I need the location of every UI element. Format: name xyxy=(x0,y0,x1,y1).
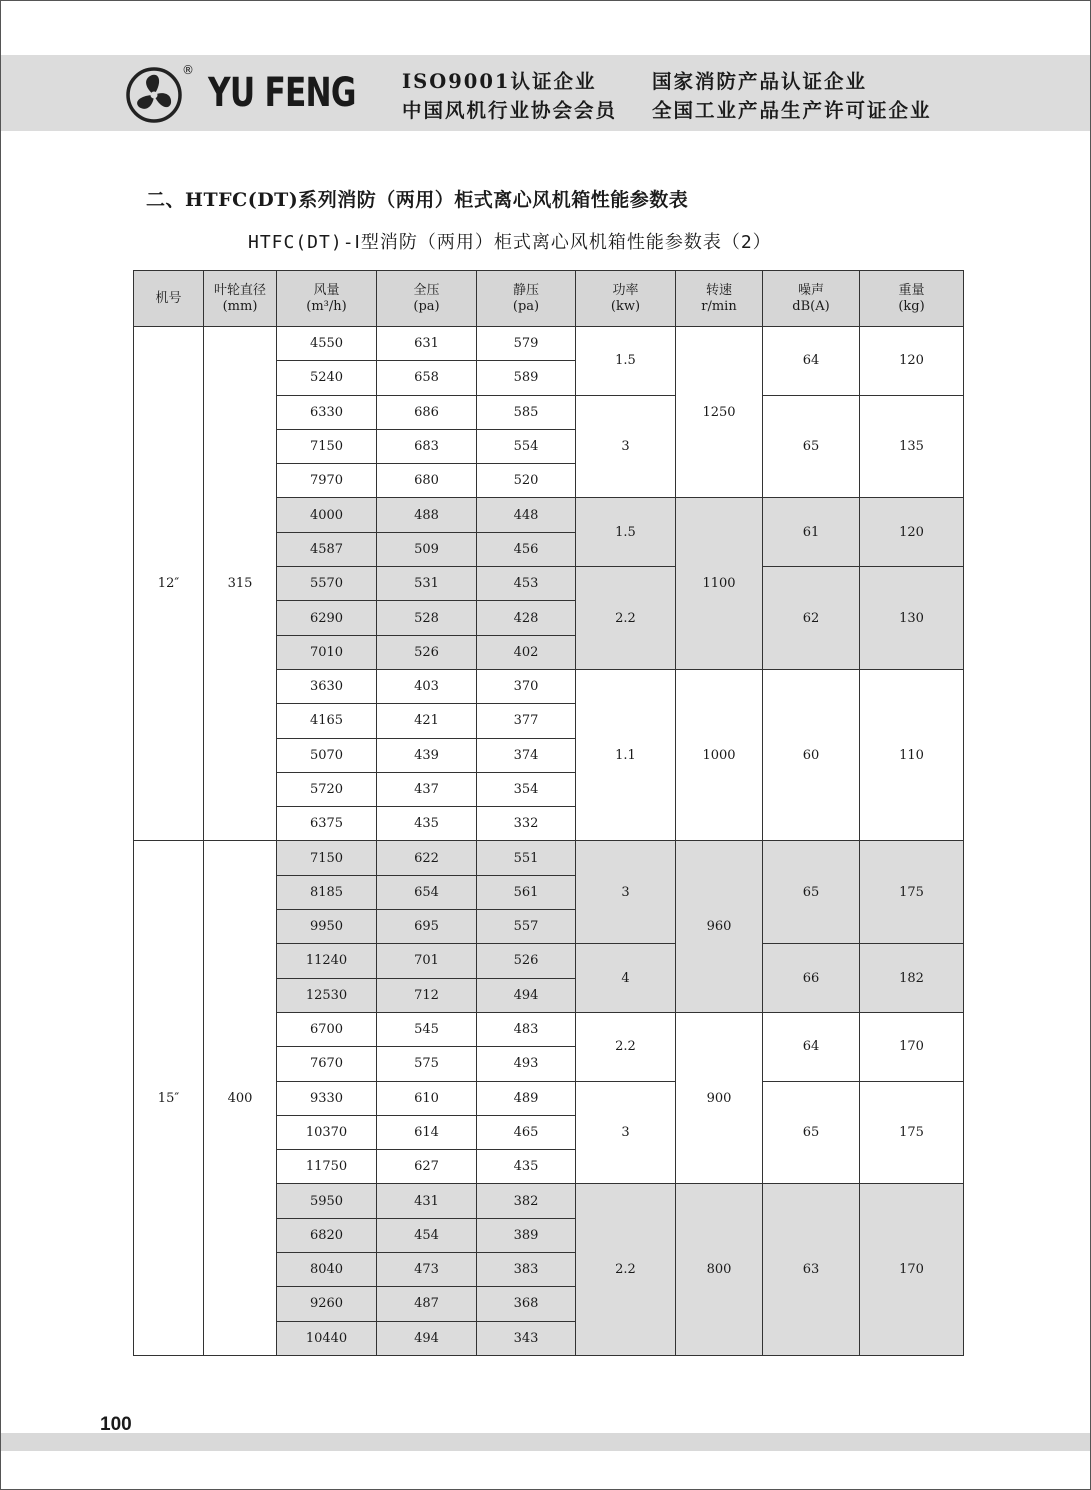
power-cell: 3 xyxy=(576,395,676,498)
noise-cell: 62 xyxy=(763,567,860,670)
airflow-cell: 9950 xyxy=(277,910,377,944)
static-pressure-cell: 377 xyxy=(477,704,576,738)
total-pressure-cell: 654 xyxy=(377,875,477,909)
cert-fire: 国家消防产品认证企业 xyxy=(652,70,868,93)
column-header-label: 机号 xyxy=(155,290,182,306)
column-header-label: 转速 xyxy=(705,282,732,298)
noise-cell: 66 xyxy=(763,944,860,1013)
airflow-cell: 7970 xyxy=(277,464,377,498)
noise-cell: 63 xyxy=(763,1184,860,1355)
table-row xyxy=(134,327,964,361)
static-pressure-cell: 448 xyxy=(477,498,576,532)
total-pressure-cell: 531 xyxy=(377,567,477,601)
static-pressure-cell: 520 xyxy=(477,464,576,498)
static-pressure-cell: 343 xyxy=(477,1321,576,1355)
weight-cell: 170 xyxy=(860,1012,964,1081)
column-header xyxy=(277,271,377,327)
noise-cell: 61 xyxy=(763,498,860,567)
static-pressure-cell: 374 xyxy=(477,738,576,772)
static-pressure-cell: 526 xyxy=(477,944,576,978)
total-pressure-cell: 494 xyxy=(377,1321,477,1355)
static-pressure-cell: 435 xyxy=(477,1150,576,1184)
power-cell: 2.2 xyxy=(576,1184,676,1355)
weight-cell: 120 xyxy=(860,498,964,567)
airflow-cell: 11240 xyxy=(277,944,377,978)
static-pressure-cell: 551 xyxy=(477,841,576,875)
airflow-cell: 7010 xyxy=(277,635,377,669)
airflow-cell: 10370 xyxy=(277,1115,377,1149)
airflow-cell: 5240 xyxy=(277,361,377,395)
total-pressure-cell: 488 xyxy=(377,498,477,532)
total-pressure-cell: 487 xyxy=(377,1287,477,1321)
power-cell: 2.2 xyxy=(576,1012,676,1081)
total-pressure-cell: 631 xyxy=(377,327,477,361)
noise-cell: 65 xyxy=(763,1081,860,1184)
airflow-cell: 4550 xyxy=(277,327,377,361)
airflow-cell: 7150 xyxy=(277,429,377,463)
static-pressure-cell: 382 xyxy=(477,1184,576,1218)
performance-table xyxy=(133,270,964,1356)
total-pressure-cell: 695 xyxy=(377,910,477,944)
static-pressure-cell: 354 xyxy=(477,772,576,806)
total-pressure-cell: 454 xyxy=(377,1218,477,1252)
column-header xyxy=(477,271,576,327)
column-header xyxy=(676,271,763,327)
brand-name: YU FENG xyxy=(208,70,356,116)
static-pressure-cell: 585 xyxy=(477,395,576,429)
power-cell: 3 xyxy=(576,841,676,944)
total-pressure-cell: 437 xyxy=(377,772,477,806)
total-pressure-cell: 575 xyxy=(377,1047,477,1081)
weight-cell: 135 xyxy=(860,395,964,498)
static-pressure-cell: 579 xyxy=(477,327,576,361)
total-pressure-cell: 473 xyxy=(377,1253,477,1287)
impeller-diameter-cell: 400 xyxy=(204,841,277,1355)
static-pressure-cell: 489 xyxy=(477,1081,576,1115)
total-pressure-cell: 701 xyxy=(377,944,477,978)
cert-association: 中国风机行业协会会员 xyxy=(402,99,618,122)
machine-number-cell: 12″ xyxy=(134,327,204,841)
registered-mark: ® xyxy=(182,63,194,77)
table-header-row xyxy=(134,271,964,327)
static-pressure-cell: 589 xyxy=(477,361,576,395)
column-header-label: 静压 xyxy=(512,282,539,298)
column-header xyxy=(377,271,477,327)
total-pressure-cell: 421 xyxy=(377,704,477,738)
airflow-cell: 6700 xyxy=(277,1012,377,1046)
static-pressure-cell: 370 xyxy=(477,669,576,703)
total-pressure-cell: 622 xyxy=(377,841,477,875)
column-header xyxy=(134,271,204,327)
speed-cell: 1000 xyxy=(676,669,763,840)
column-header-unit: (mm) xyxy=(222,298,258,314)
weight-cell: 120 xyxy=(860,327,964,396)
static-pressure-cell: 389 xyxy=(477,1218,576,1252)
power-cell: 1.5 xyxy=(576,327,676,396)
airflow-cell: 11750 xyxy=(277,1150,377,1184)
speed-cell: 900 xyxy=(676,1012,763,1183)
static-pressure-cell: 483 xyxy=(477,1012,576,1046)
table-title: HTFC(DT)-Ⅰ型消防（两用）柜式离心风机箱性能参数表（2） xyxy=(248,232,772,253)
weight-cell: 175 xyxy=(860,1081,964,1184)
column-header-unit: (pa) xyxy=(413,298,440,314)
airflow-cell: 6820 xyxy=(277,1218,377,1252)
static-pressure-cell: 557 xyxy=(477,910,576,944)
noise-cell: 64 xyxy=(763,1012,860,1081)
airflow-cell: 4587 xyxy=(277,532,377,566)
airflow-cell: 6330 xyxy=(277,395,377,429)
total-pressure-cell: 526 xyxy=(377,635,477,669)
column-header xyxy=(763,271,860,327)
column-header xyxy=(576,271,676,327)
column-header-unit: (kg) xyxy=(898,298,925,314)
impeller-diameter-cell: 315 xyxy=(204,327,277,841)
airflow-cell: 4000 xyxy=(277,498,377,532)
static-pressure-cell: 465 xyxy=(477,1115,576,1149)
total-pressure-cell: 614 xyxy=(377,1115,477,1149)
total-pressure-cell: 545 xyxy=(377,1012,477,1046)
weight-cell: 130 xyxy=(860,567,964,670)
speed-cell: 800 xyxy=(676,1184,763,1355)
column-header-unit: (m³/h) xyxy=(306,298,347,314)
total-pressure-cell: 712 xyxy=(377,978,477,1012)
machine-number-cell: 15″ xyxy=(134,841,204,1355)
total-pressure-cell: 403 xyxy=(377,669,477,703)
column-header-label: 噪声 xyxy=(797,282,824,298)
static-pressure-cell: 368 xyxy=(477,1287,576,1321)
airflow-cell: 5570 xyxy=(277,567,377,601)
speed-cell: 960 xyxy=(676,841,763,1012)
fan-logo-icon xyxy=(126,67,182,123)
column-header-unit: (pa) xyxy=(512,298,540,314)
static-pressure-cell: 494 xyxy=(477,978,576,1012)
static-pressure-cell: 456 xyxy=(477,532,576,566)
total-pressure-cell: 509 xyxy=(377,532,477,566)
static-pressure-cell: 332 xyxy=(477,807,576,841)
column-header-label: 重量 xyxy=(898,282,925,298)
airflow-cell: 9330 xyxy=(277,1081,377,1115)
weight-cell: 182 xyxy=(860,944,964,1013)
column-header-label: 叶轮直径 xyxy=(213,282,266,298)
total-pressure-cell: 528 xyxy=(377,601,477,635)
total-pressure-cell: 435 xyxy=(377,807,477,841)
airflow-cell: 10440 xyxy=(277,1321,377,1355)
total-pressure-cell: 658 xyxy=(377,361,477,395)
airflow-cell: 9260 xyxy=(277,1287,377,1321)
weight-cell: 110 xyxy=(860,669,964,840)
airflow-cell: 4165 xyxy=(277,704,377,738)
airflow-cell: 5950 xyxy=(277,1184,377,1218)
power-cell: 3 xyxy=(576,1081,676,1184)
total-pressure-cell: 439 xyxy=(377,738,477,772)
static-pressure-cell: 453 xyxy=(477,567,576,601)
static-pressure-cell: 493 xyxy=(477,1047,576,1081)
static-pressure-cell: 561 xyxy=(477,875,576,909)
total-pressure-cell: 683 xyxy=(377,429,477,463)
page-number: 100 xyxy=(100,1414,132,1435)
static-pressure-cell: 428 xyxy=(477,601,576,635)
total-pressure-cell: 431 xyxy=(377,1184,477,1218)
column-header-label: 全压 xyxy=(413,282,440,298)
airflow-cell: 12530 xyxy=(277,978,377,1012)
airflow-cell: 5070 xyxy=(277,738,377,772)
footer-bar xyxy=(1,1433,1090,1451)
cert-license: 全国工业产品生产许可证企业 xyxy=(652,99,932,122)
noise-cell: 65 xyxy=(763,841,860,944)
airflow-cell: 6375 xyxy=(277,807,377,841)
speed-cell: 1100 xyxy=(676,498,763,669)
noise-cell: 64 xyxy=(763,327,860,396)
total-pressure-cell: 610 xyxy=(377,1081,477,1115)
airflow-cell: 8185 xyxy=(277,875,377,909)
power-cell: 1.1 xyxy=(576,669,676,840)
speed-cell: 1250 xyxy=(676,327,763,498)
column-header xyxy=(204,271,277,327)
static-pressure-cell: 402 xyxy=(477,635,576,669)
section-title: 二、HTFC(DT)系列消防（两用）柜式离心风机箱性能参数表 xyxy=(146,189,689,211)
column-header-unit: r/min xyxy=(701,298,737,314)
cert-iso: ISO9001认证企业 xyxy=(402,70,597,93)
noise-cell: 60 xyxy=(763,669,860,840)
total-pressure-cell: 627 xyxy=(377,1150,477,1184)
column-header-unit: dB(A) xyxy=(792,298,830,314)
noise-cell: 65 xyxy=(763,395,860,498)
airflow-cell: 6290 xyxy=(277,601,377,635)
power-cell: 2.2 xyxy=(576,567,676,670)
static-pressure-cell: 383 xyxy=(477,1253,576,1287)
power-cell: 1.5 xyxy=(576,498,676,567)
airflow-cell: 3630 xyxy=(277,669,377,703)
static-pressure-cell: 554 xyxy=(477,429,576,463)
airflow-cell: 7670 xyxy=(277,1047,377,1081)
column-header-unit: (kw) xyxy=(610,298,641,314)
weight-cell: 175 xyxy=(860,841,964,944)
column-header-label: 风量 xyxy=(313,282,340,298)
airflow-cell: 8040 xyxy=(277,1253,377,1287)
total-pressure-cell: 686 xyxy=(377,395,477,429)
airflow-cell: 5720 xyxy=(277,772,377,806)
column-header xyxy=(860,271,964,327)
column-header-label: 功率 xyxy=(612,282,639,298)
table-row xyxy=(134,841,964,875)
airflow-cell: 7150 xyxy=(277,841,377,875)
power-cell: 4 xyxy=(576,944,676,1013)
weight-cell: 170 xyxy=(860,1184,964,1355)
total-pressure-cell: 680 xyxy=(377,464,477,498)
